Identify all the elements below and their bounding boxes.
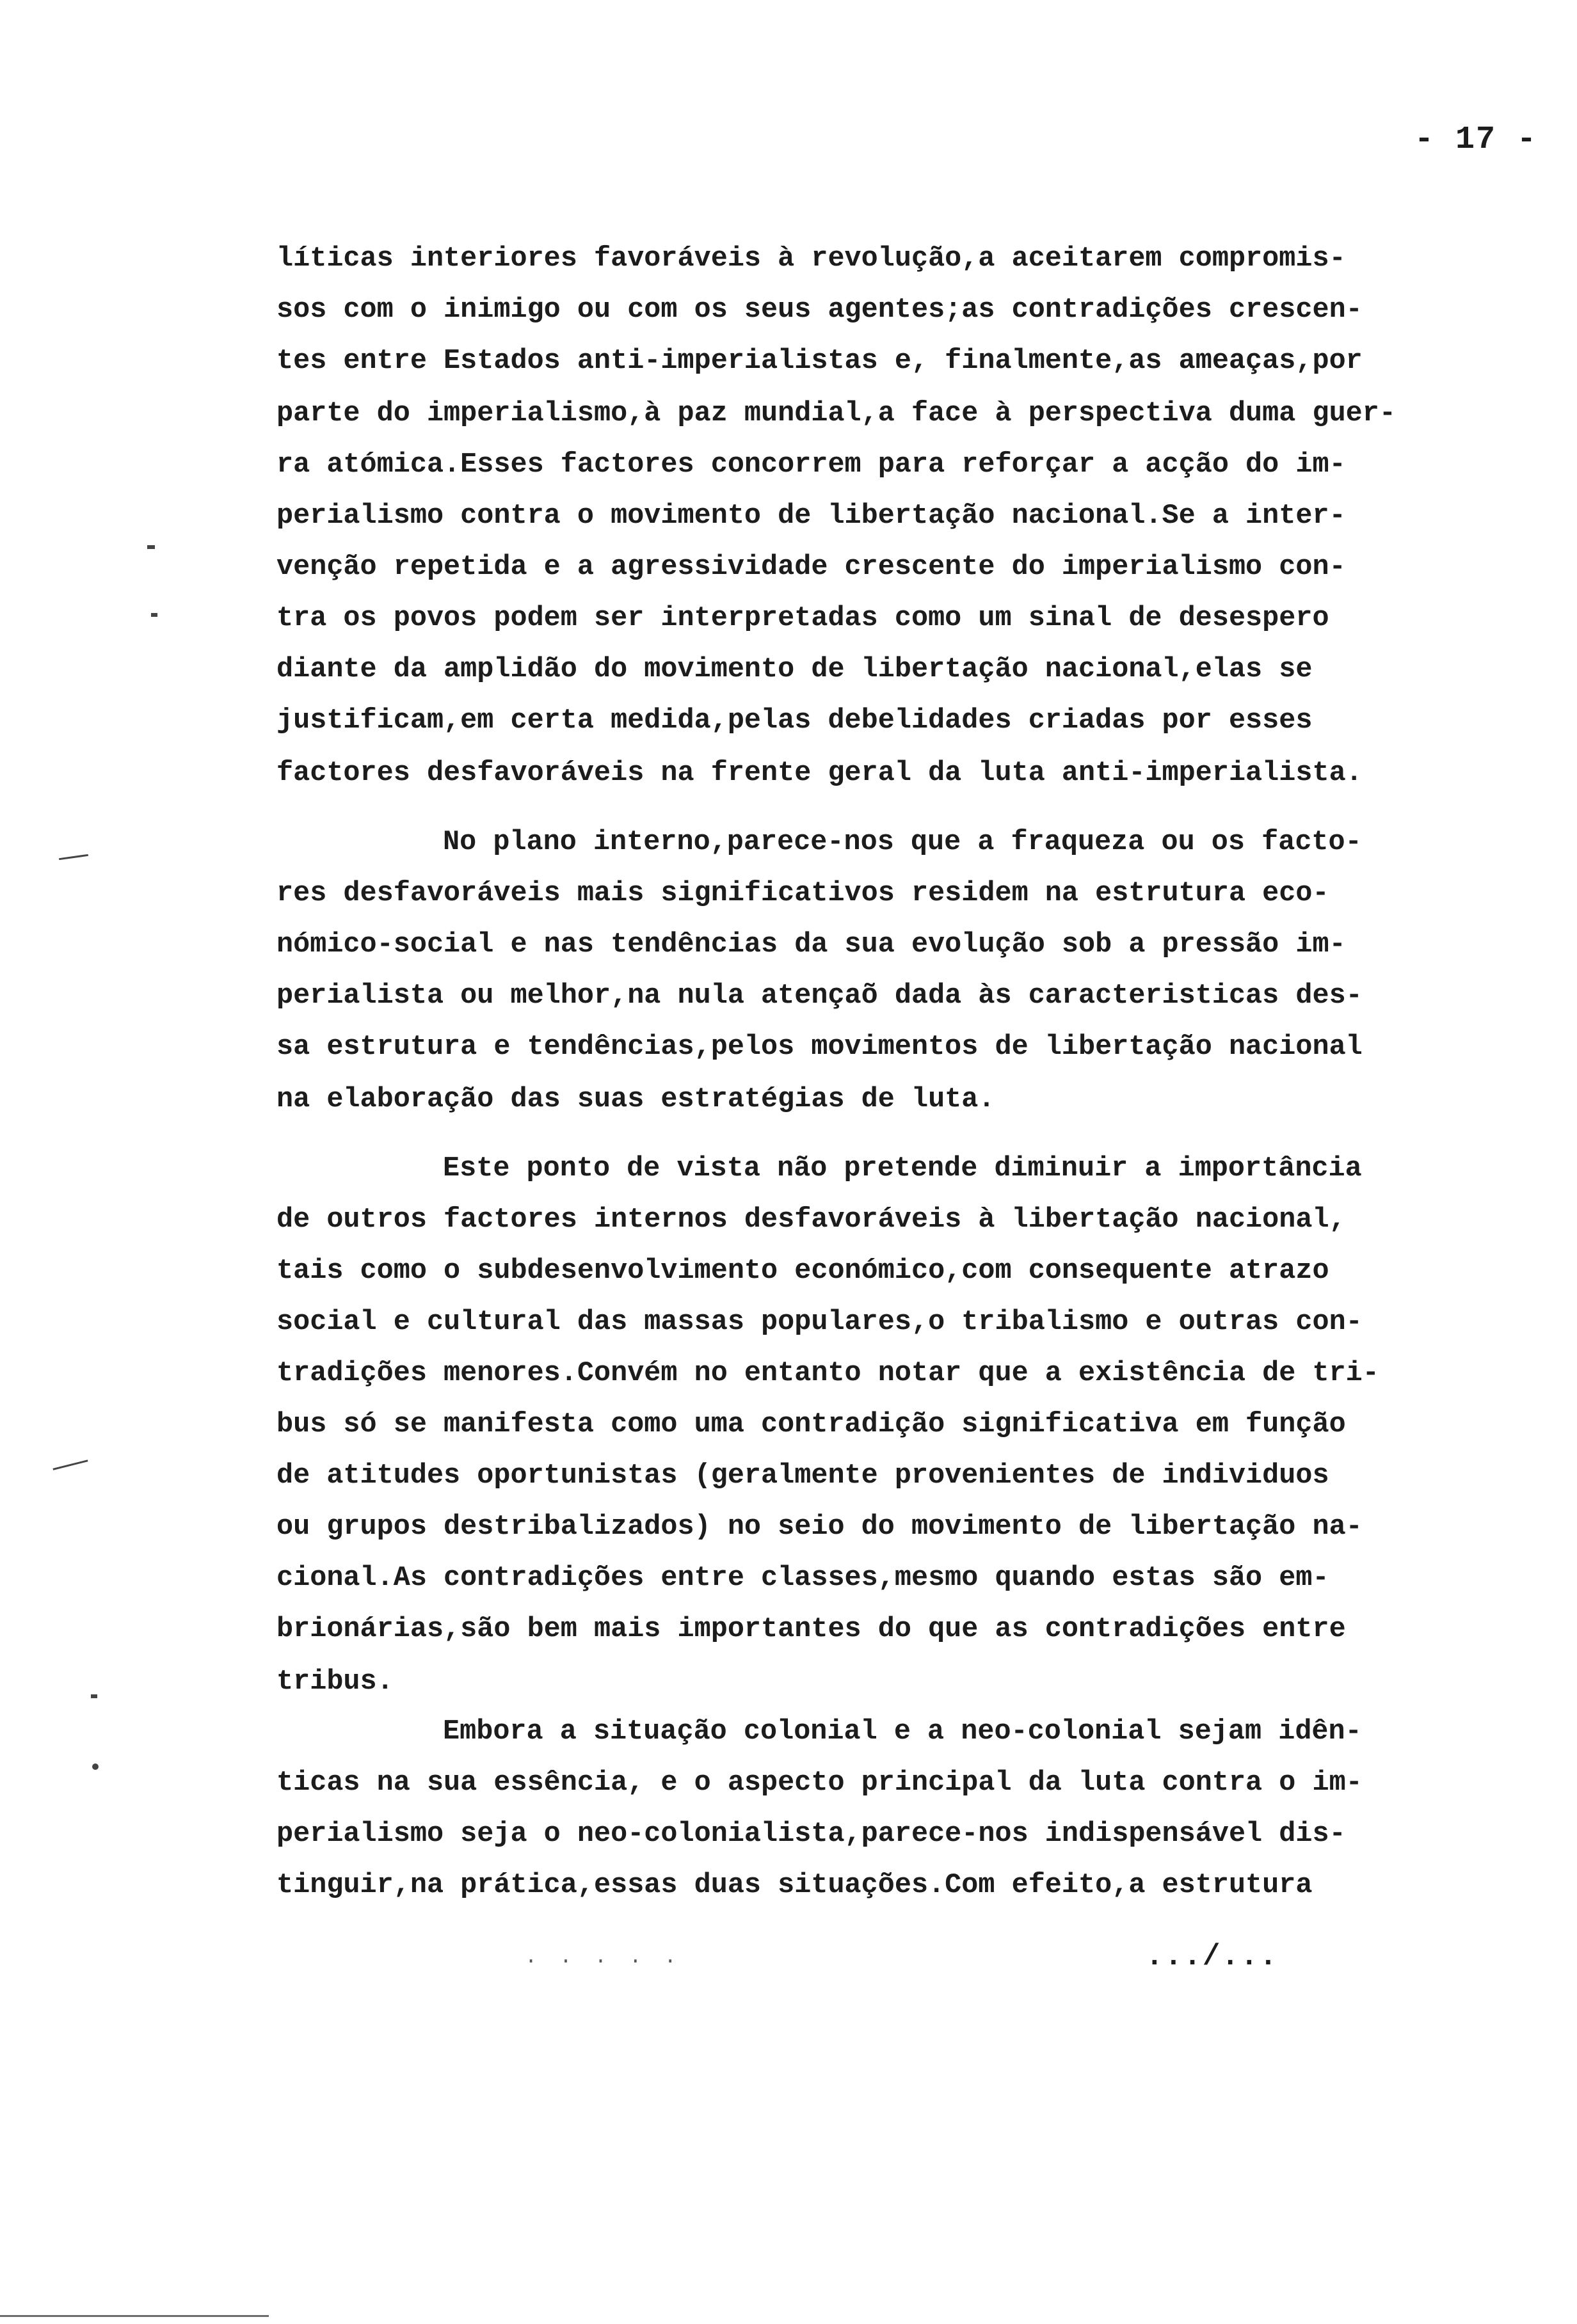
text-line: parte do imperialismo,à paz mundial,a face à perspectiva duma guer- — [276, 398, 1396, 429]
text-line: ra atómica.Esses factores concorrem para reforçar a acção do im- — [276, 449, 1346, 481]
margin-stroke — [52, 1460, 88, 1470]
text-line: sa estrutura e tendências,pelos movimentos de libertação nacional — [276, 1031, 1363, 1063]
margin-speck — [91, 1694, 97, 1698]
margin-speck — [151, 613, 157, 617]
text-line: venção repetida e a agressividade crescente do imperialismo con- — [276, 552, 1346, 583]
text-line: factores desfavoráveis na frente geral da luta anti-imperialista. — [276, 758, 1363, 789]
text-line: perialismo contra o movimento de libertação nacional.Se a inter- — [276, 500, 1346, 532]
text-line: res desfavoráveis mais significativos residem na estrutura eco- — [276, 878, 1329, 909]
margin-speck — [92, 1763, 99, 1770]
text-line: No plano interno,parece-nos que a fraqueza ou os facto- — [443, 827, 1362, 858]
text-line: sos com o inimigo ou com os seus agentes;as contradições crescen- — [276, 294, 1363, 326]
text-line: bus só se manifesta como uma contradição significativa em função — [276, 1409, 1346, 1440]
text-line: perialismo seja o neo-colonialista,parece-nos indispensável dis- — [276, 1819, 1346, 1850]
text-line: tra os povos podem ser interpretadas como um sinal de desespero — [276, 603, 1329, 634]
bottom-edge-line — [0, 2315, 269, 2317]
text-line: diante da amplidão do movimento de libertação nacional,elas se — [276, 654, 1313, 685]
continuation-mark: .../... — [1146, 1940, 1279, 1973]
text-line: social e cultural das massas populares,o tribalismo e outras con- — [276, 1307, 1363, 1338]
text-line: tinguir,na prática,essas duas situações.Com efeito,a estrutura — [276, 1870, 1313, 1901]
text-line: tais como o subdesenvolvimento económico,com consequente atrazo — [276, 1255, 1329, 1287]
text-line: nómico-social e nas tendências da sua evolução sob a pressão im- — [276, 929, 1346, 960]
text-line: tes entre Estados anti-imperialistas e, finalmente,as ameaças,por — [276, 346, 1363, 377]
text-line: líticas interiores favoráveis à revolução,a aceitarem compromis- — [276, 243, 1346, 275]
text-line: de outros factores internos desfavoráveis à libertação nacional, — [276, 1204, 1346, 1236]
page-number: - 17 - — [1414, 122, 1538, 158]
text-line: cional.As contradições entre classes,mesmo quando estas são em- — [276, 1563, 1329, 1594]
faint-dots: . . . . . — [525, 1945, 682, 1969]
margin-stroke — [59, 854, 88, 860]
text-line: de atitudes oportunistas (geralmente provenientes de individuos — [276, 1460, 1329, 1492]
text-line: justificam,em certa medida,pelas debelidades criadas por esses — [276, 705, 1313, 736]
text-line: Este ponto de vista não pretende diminuir a importância — [443, 1153, 1362, 1184]
text-line: ou grupos destribalizados) no seio do movimento de libertação na- — [276, 1511, 1363, 1543]
text-line: ticas na sua essência, e o aspecto principal da luta contra o im- — [276, 1767, 1363, 1799]
margin-speck — [147, 545, 155, 549]
text-line: brionárias,são bem mais importantes do que as contradições entre — [276, 1614, 1346, 1645]
text-line: tribus. — [276, 1666, 394, 1698]
text-line: Embora a situação colonial e a neo-colonial sejam idên- — [443, 1716, 1362, 1747]
text-line: perialista ou melhor,na nula atençaõ dada às caracteristicas des- — [276, 980, 1363, 1012]
text-line: na elaboração das suas estratégias de luta. — [276, 1084, 995, 1115]
text-line: tradições menores.Convém no entanto notar que a existência de tri- — [276, 1358, 1379, 1389]
